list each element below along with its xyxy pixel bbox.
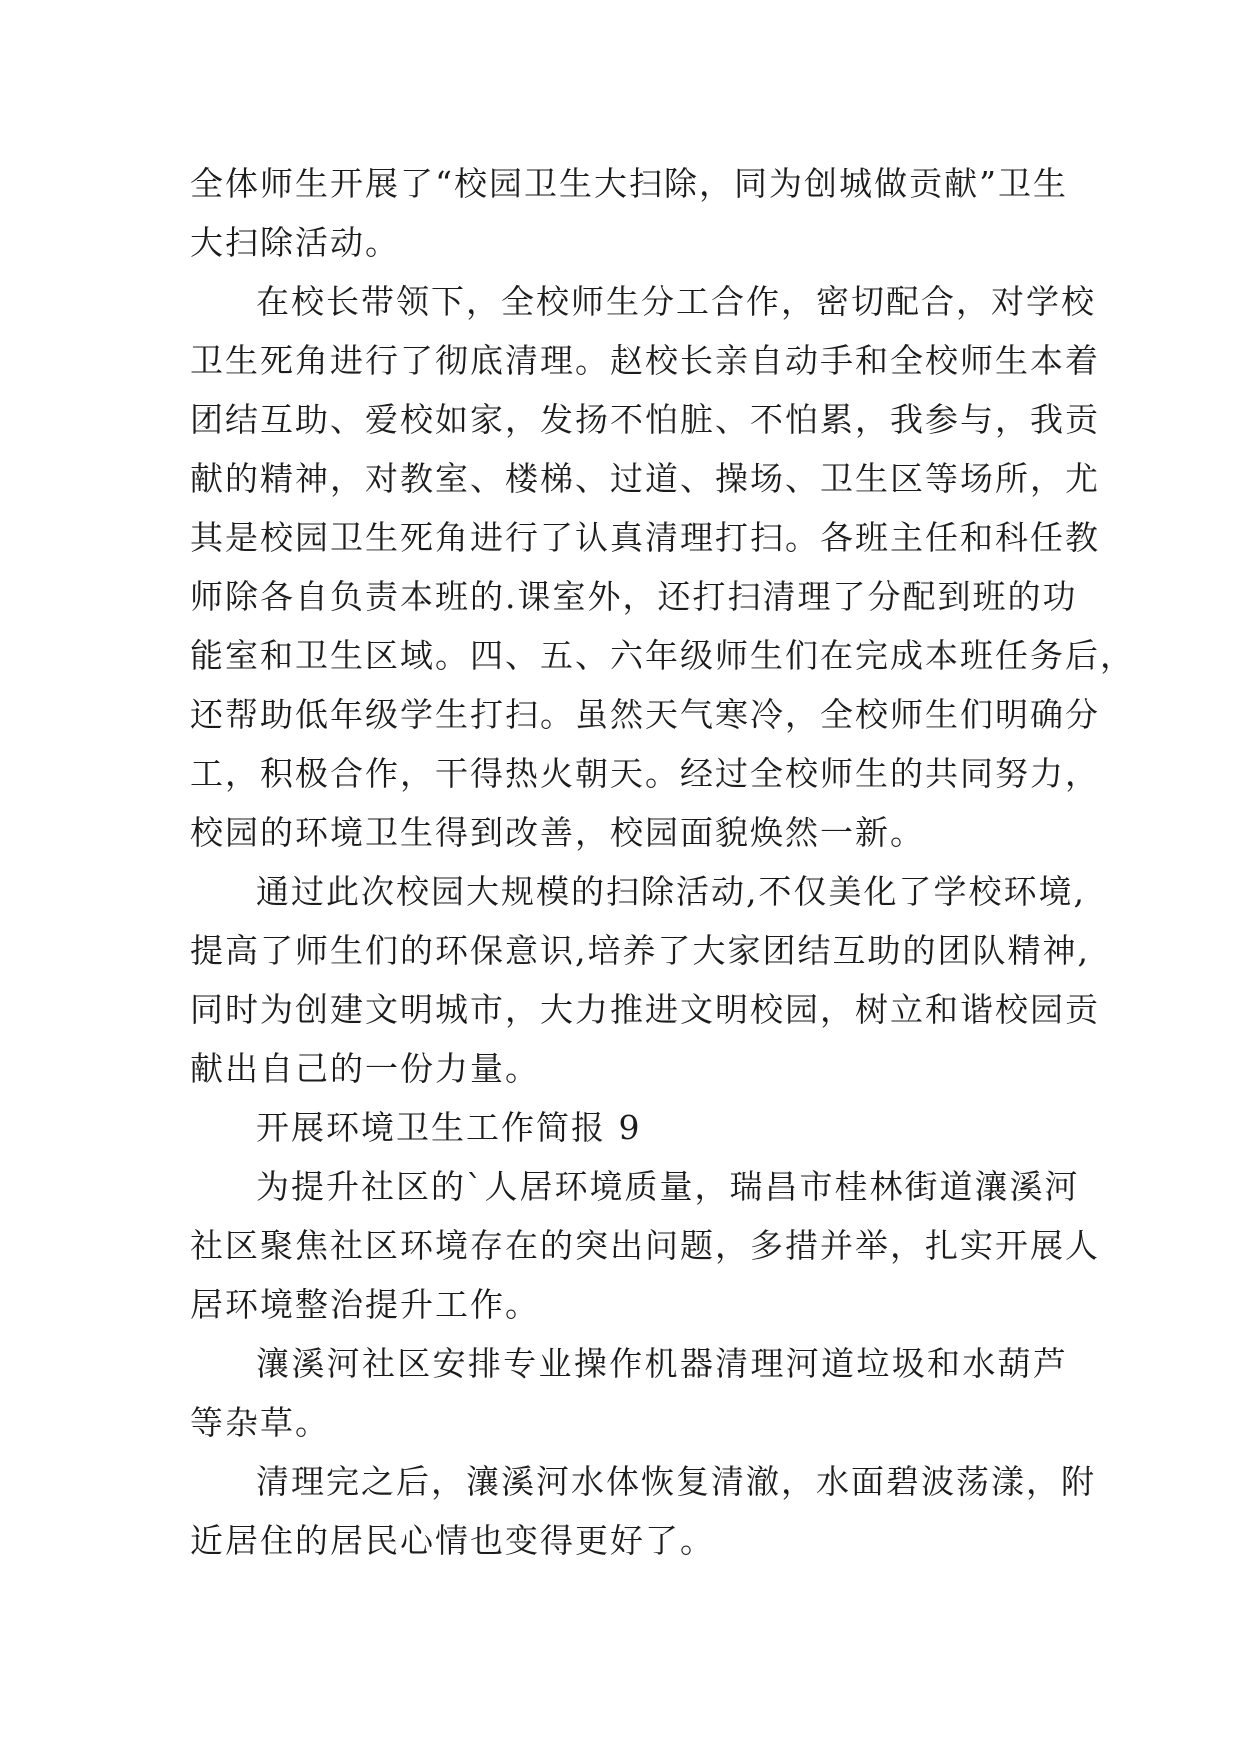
text-line: 师除各自负责本班的.课室外，还打扫清理了分配到班的功 [190,577,1078,616]
paragraph-5 [190,1334,1068,1452]
text-line: 团结互助、爱校如家，发扬不怕脏、不怕累，我参与，我贡 [190,400,1100,439]
text-line: 通过此次校园大规模的扫除活动,不仅美化了学校环境, [256,872,1086,911]
text-line: 能室和卫生区域。四、五、六年级师生们在完成本班任务后， [190,636,1135,675]
text-line: 提高了师生们的环保意识,培养了大家团结互助的团队精神, [190,931,1090,970]
text-line: 还帮助低年级学生打扫。虽然天气寒冷，全校师生们明确分 [190,695,1100,734]
text-line: 献出自己的一份力量。 [190,1049,540,1088]
heading-text: 开展环境卫生工作简报 9 [256,1108,642,1147]
text-line: 近居住的居民心情也变得更好了。 [190,1521,715,1560]
text-line: 校园的环境卫生得到改善，校园面貌焕然一新。 [190,813,925,852]
text-line: 等杂草。 [190,1403,330,1442]
section-heading [190,1098,1068,1157]
paragraph-2 [190,272,1135,862]
text-line: 工，积极合作，干得热火朝天。经过全校师生的共同努力， [190,754,1100,793]
text-line: 社区聚焦社区环境存在的突出问题，多措并举，扎实开展人 [190,1226,1100,1265]
text-line: 清理完之后，瀼溪河水体恢复清澈，水面碧波荡漾，附 [256,1462,1096,1501]
text-line: 其是校园卫生死角进行了认真清理打扫。各班主任和科任教 [190,518,1100,557]
text-line: 为提升社区的`人居环境质量，瑞昌市桂林街道瀼溪河 [256,1167,1080,1206]
text-line: 在校长带领下，全校师生分工合作，密切配合，对学校 [256,282,1096,321]
text-line: 瀼溪河社区安排专业操作机器清理河道垃圾和水葫芦 [256,1344,1068,1383]
paragraph-3 [190,862,1100,1098]
paragraph-6 [190,1452,1096,1570]
text-line: 献的精神，对教室、楼梯、过道、操场、卫生区等场所，尤 [190,459,1100,498]
paragraph-1 [190,154,1068,272]
text-line: 同时为创建文明城市，大力推进文明校园，树立和谐校园贡 [190,990,1100,1029]
document-body [190,154,1135,1570]
text-line: 卫生死角进行了彻底清理。赵校长亲自动手和全校师生本着 [190,341,1100,380]
text-line: 全体师生开展了“校园卫生大扫除，同为创城做贡献”卫生 [190,164,1068,203]
text-line: 大扫除活动。 [190,223,400,262]
text-line: 居环境整治提升工作。 [190,1285,540,1324]
paragraph-4 [190,1157,1100,1334]
